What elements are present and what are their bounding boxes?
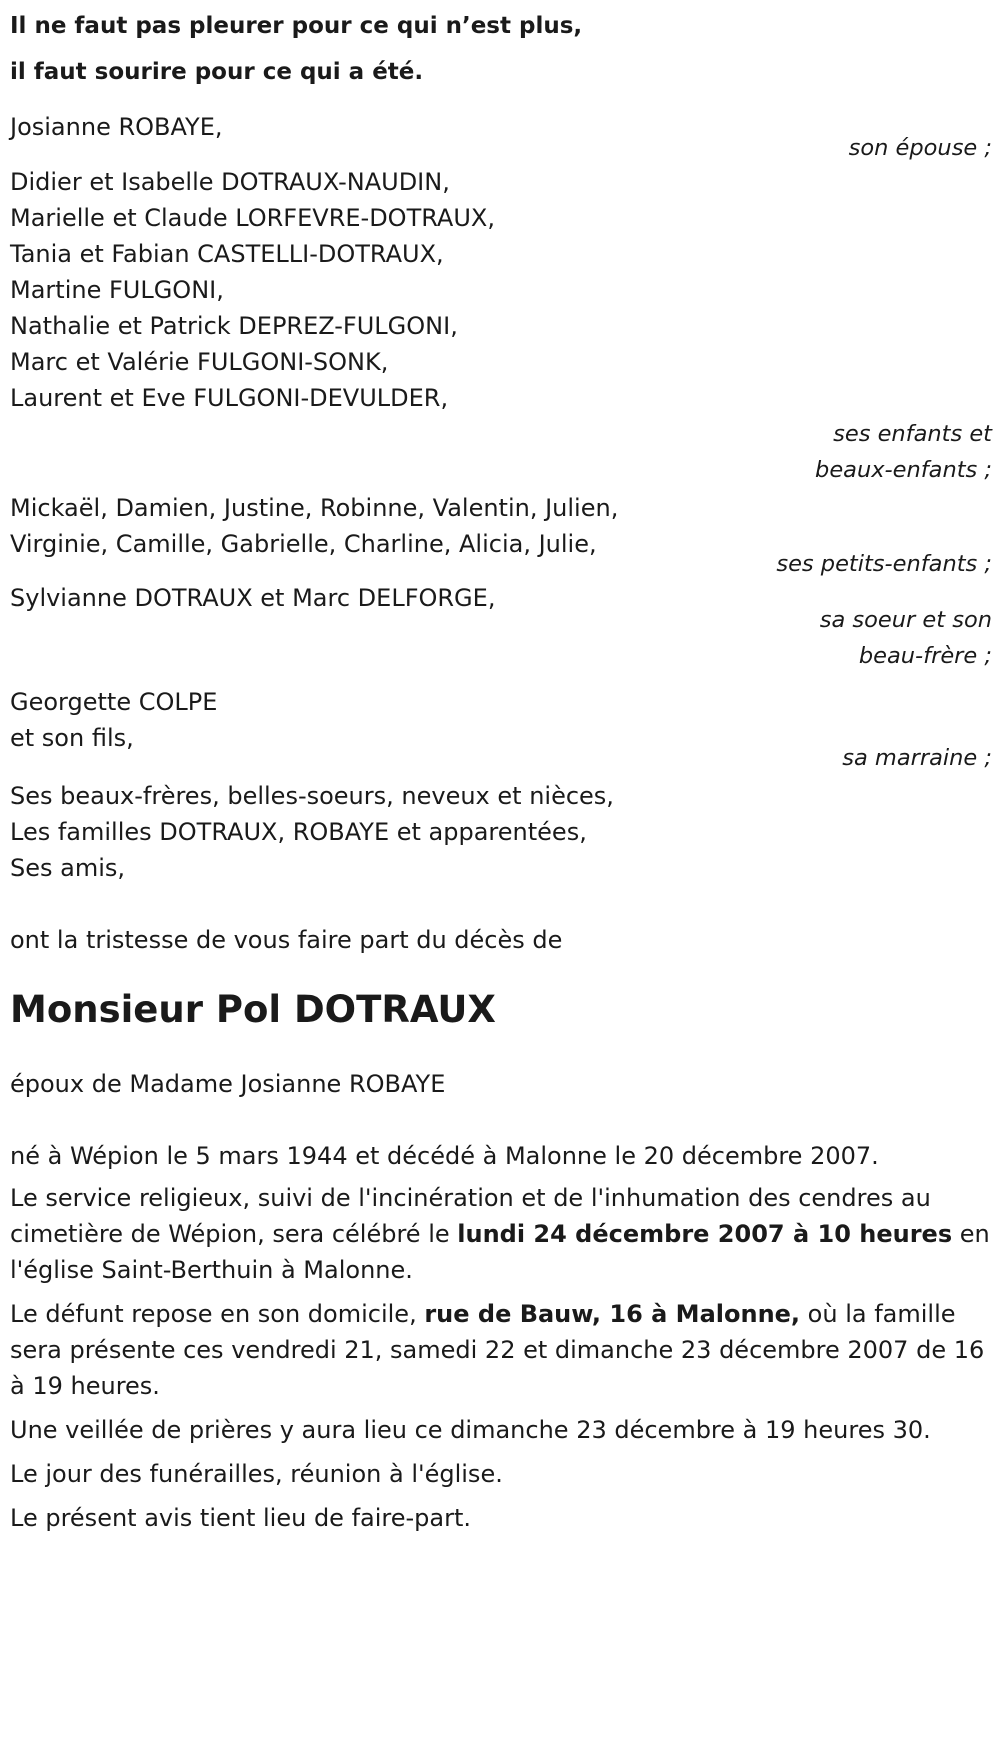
birth-death-line: né à Wépion le 5 mars 1944 et décédé à Malonne le 20 décembre 2007.: [10, 1142, 879, 1170]
family-name-line: Didier et Isabelle DOTRAUX-NAUDIN,: [10, 168, 450, 196]
repose-text-end: où la famille sera présente ces vendredi 21, samedi 22 et dimanche 23 décembre 2007 de 16 à 19 heures.: [10, 1300, 985, 1400]
service-text-end: en l'église Saint-Berthuin à Malonne.: [10, 1220, 990, 1284]
vigil-paragraph: Une veillée de prières y aura lieu ce dimanche 23 décembre à 19 heures 30.: [10, 1416, 931, 1444]
family-name-line: Les familles DOTRAUX, ROBAYE et apparentées,: [10, 818, 587, 846]
family-group-spouse: [10, 107, 992, 168]
repose-paragraph: [10, 1296, 992, 1404]
relationship-line: beaux-enfants ;: [815, 457, 992, 483]
spouse-line: époux de Madame Josianne ROBAYE: [10, 1070, 446, 1098]
quote-line-1: Il ne faut pas pleurer pour ce qui n’est plus,: [10, 13, 583, 39]
repose-text-start: Le défunt repose en son domicile,: [10, 1300, 425, 1328]
obituary-notice: [10, 0, 992, 1536]
relationship-line: ses petits-enfants ;: [776, 551, 992, 577]
relationship-line: sa marraine ;: [842, 745, 992, 771]
family-name-line: Sylvianne DOTRAUX et Marc DELFORGE,: [10, 584, 496, 612]
funeral-day-line: Le jour des funérailles, réunion à l'église.: [10, 1460, 503, 1488]
relationship-label: [10, 416, 992, 488]
deceased-name: Monsieur Pol DOTRAUX: [10, 988, 496, 1031]
service-datetime: lundi 24 décembre 2007 à 10 heures: [457, 1220, 953, 1248]
quote-line-2: il faut sourire pour ce qui a été.: [10, 59, 424, 85]
family-name-line: Ses amis,: [10, 854, 126, 882]
relationship-line: beau-frère ;: [858, 643, 992, 669]
service-text-start: Le service religieux, suivi de l'incinération et de l'inhumation des cendres au cimetière de Wépion, sera célébré le: [10, 1184, 931, 1248]
family-name-line: Josianne ROBAYE,: [10, 113, 223, 141]
relationship-line: son épouse ;: [848, 135, 992, 161]
family-name-line: Marielle et Claude LORFEVRE-DOTRAUX,: [10, 204, 495, 232]
family-group-children: [10, 164, 992, 488]
relationship-line: ses enfants et: [833, 421, 992, 447]
family-name-line: et son fils,: [10, 724, 134, 752]
family-name-line: Georgette COLPE: [10, 688, 218, 716]
family-name-line: Tania et Fabian CASTELLI-DOTRAUX,: [10, 240, 444, 268]
service-paragraph: [10, 1180, 992, 1288]
announcement-text: ont la tristesse de vous faire part du décès de: [10, 926, 563, 954]
family-group-godmother: [10, 684, 992, 776]
relationship-label: [10, 740, 992, 776]
family-group-extended: [10, 778, 992, 886]
family-name-line: Marc et Valérie FULGONI-SONK,: [10, 348, 389, 376]
family-name-line: Mickaël, Damien, Justine, Robinne, Valentin, Julien,: [10, 494, 619, 522]
relationship-line: sa soeur et son: [819, 607, 992, 633]
family-name-line: Nathalie et Patrick DEPREZ-FULGONI,: [10, 312, 458, 340]
repose-address: rue de Bauw, 16 à Malonne,: [424, 1300, 801, 1328]
notice-line: Le présent avis tient lieu de faire-part.: [10, 1504, 472, 1532]
family-name-line: Martine FULGONI,: [10, 276, 224, 304]
opening-quote: [10, 0, 992, 97]
family-name-line: Ses beaux-frères, belles-soeurs, neveux et nièces,: [10, 782, 614, 810]
family-group-sister: [10, 580, 992, 674]
family-name-line: Virginie, Camille, Gabrielle, Charline, Alicia, Julie,: [10, 530, 597, 558]
family-name-line: Laurent et Eve FULGONI-DEVULDER,: [10, 384, 449, 412]
family-group-grandchildren: [10, 490, 992, 582]
